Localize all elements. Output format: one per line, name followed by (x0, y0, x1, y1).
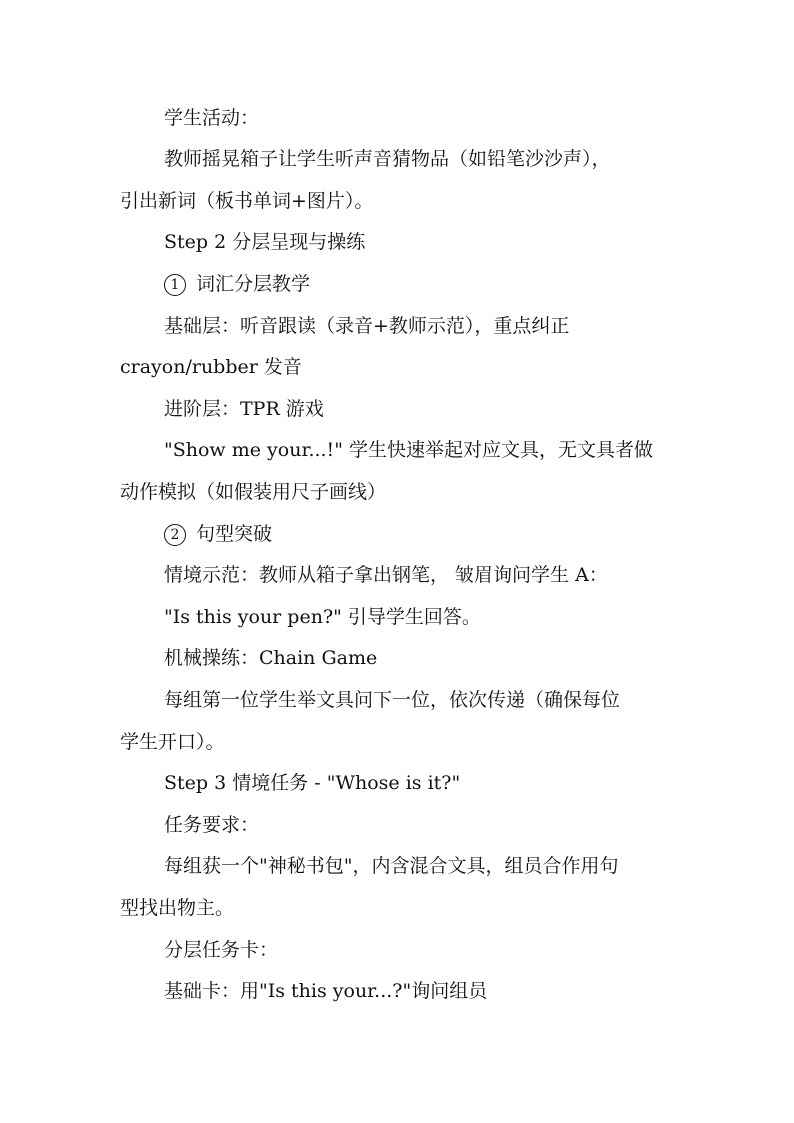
paragraph-student-activity-heading: 学生活动： (164, 107, 260, 129)
paragraph-pronunciation-words: crayon/rubber 发音 (120, 356, 302, 378)
sub-heading-label: 词汇分层教学 (196, 273, 311, 295)
circled-number-marker: 2 (164, 524, 186, 546)
paragraph-task-cards: 分层任务卡： (164, 939, 279, 961)
step-3-heading: Step 3 情境任务 - "Whose is it?" (164, 772, 461, 794)
circled-number-marker: 1 (164, 274, 186, 296)
paragraph-act-it-out: 动作模拟（如假装用尺子画线） (120, 481, 387, 503)
paragraph-every-student-speaks: 学生开口）。 (120, 731, 225, 753)
paragraph-situation-demo: 情境示范：教师从箱子拿出钢笔， 皱眉询问学生 A： (164, 564, 608, 586)
paragraph-show-me-your: "Show me your...!" 学生快速举起对应文具，无文具者做 (164, 439, 653, 461)
paragraph-advanced-level: 进阶层：TPR 游戏 (164, 398, 324, 420)
paragraph-basic-level: 基础层：听音跟读（录音+教师示范），重点纠正 (164, 315, 570, 337)
paragraph-task-requirement: 任务要求： (164, 814, 260, 836)
paragraph-mystery-bag: 每组获一个"神秘书包"，内含混合文具，组员合作用句 (164, 855, 619, 877)
paragraph-find-owner: 型找出物主。 (120, 897, 235, 919)
paragraph-basic-card: 基础卡：用"Is this your...?"询问组员 (164, 980, 488, 1002)
sub-heading-vocabulary (0, 271, 794, 297)
paragraph-is-this-your-pen: "Is this your pen?" 引导学生回答。 (164, 606, 481, 628)
step-2-heading: Step 2 分层呈现与操练 (164, 231, 366, 253)
sub-heading-label: 句型突破 (196, 523, 273, 545)
sub-heading-sentence-pattern (0, 521, 794, 547)
paragraph-introduce-new-words: 引出新词（板书单词+图片）。 (120, 190, 374, 212)
paragraph-teacher-shakes-box: 教师摇晃箱子让学生听声音猜物品（如铅笔沙沙声）， (164, 148, 611, 170)
paragraph-mechanical-drill: 机械操练：Chain Game (164, 647, 378, 669)
paragraph-chain-pass: 每组第一位学生举文具问下一位，依次传递（确保每位 (164, 689, 621, 711)
